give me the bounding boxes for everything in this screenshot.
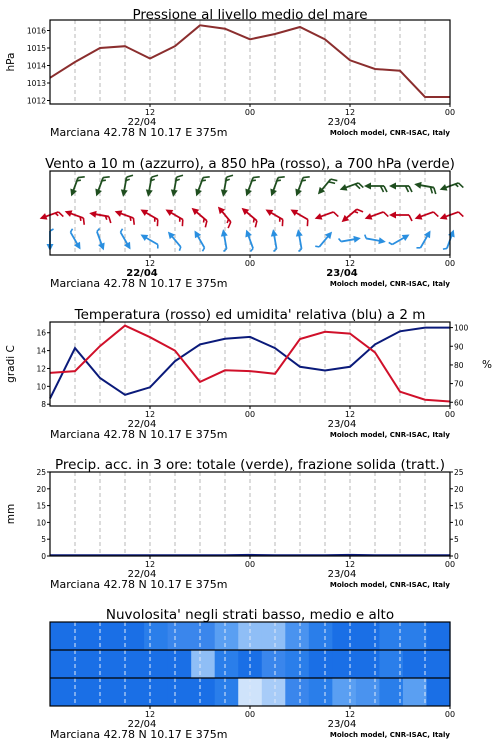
- cloud-cell: [191, 650, 215, 678]
- y-right-tick-label: 70: [454, 379, 464, 389]
- wind-barb-feather: [339, 238, 342, 242]
- cloud-cell: [121, 678, 145, 706]
- x-date-label: 22/04: [127, 419, 157, 430]
- panel-title: Temperatura (rosso) ed umidita' relativa (blu) a 2 m: [74, 307, 426, 323]
- cloud-cell: [74, 650, 98, 678]
- wind-barb-head: [289, 206, 299, 216]
- x-tick-label: 00: [444, 108, 456, 117]
- wind-barb-head: [93, 189, 102, 198]
- model-credit: Moloch model, CNR-ISAC, Italy: [329, 431, 450, 439]
- x-date-label: 23/04: [327, 419, 357, 430]
- location-label: Marciana 42.78 N 10.17 E 375m: [50, 728, 228, 741]
- wind-barb-head: [243, 228, 252, 237]
- y-tick-label: 10: [36, 382, 46, 392]
- y-right-tick-label: 90: [454, 342, 464, 352]
- wind-barb: [68, 174, 85, 199]
- y-right-tick-label: 60: [454, 398, 464, 408]
- wind-barb-feather: [203, 175, 210, 180]
- y-right-tick-label: 25: [454, 468, 464, 477]
- cloud-cell: [332, 678, 356, 706]
- cloud-cell: [168, 622, 192, 650]
- cloud-cell: [215, 650, 239, 678]
- cloud-cell: [121, 622, 145, 650]
- x-tick-label: 00: [244, 259, 256, 268]
- wind-barb: [38, 208, 63, 225]
- wind-barb: [116, 229, 133, 252]
- wind-barb-feather: [78, 175, 85, 180]
- wind-barb-head: [378, 237, 386, 245]
- wind-barb-head: [193, 189, 202, 198]
- wind-barb-feather: [333, 211, 338, 218]
- wind-barb-feather: [305, 220, 311, 227]
- cloud-cell: [403, 622, 427, 650]
- wind-barb-feather: [433, 188, 437, 194]
- x-date-label: 23/04: [326, 268, 358, 279]
- wind-barb-feather: [433, 211, 438, 218]
- y-right-tick-label: 0: [454, 552, 459, 561]
- wind-barb: [120, 174, 133, 198]
- wind-barb-head: [38, 213, 47, 222]
- wind-barb-head: [268, 189, 277, 198]
- wind-barb: [93, 174, 110, 199]
- wind-barb-head: [243, 189, 252, 198]
- model-credit: Moloch model, CNR-ISAC, Italy: [329, 280, 450, 288]
- x-tick-label: 12: [144, 108, 156, 117]
- wind-barb: [193, 174, 210, 199]
- wind-barb: [191, 229, 208, 252]
- cloud-cell: [97, 622, 121, 650]
- wind-barb-feather: [303, 175, 310, 180]
- wind-barb-feather: [227, 174, 233, 178]
- wind-barb-feather: [416, 246, 420, 249]
- cloud-cell: [356, 678, 380, 706]
- wind-barb: [293, 174, 310, 199]
- cloud-cell: [356, 650, 380, 678]
- y-tick-label: 1015: [26, 44, 46, 53]
- cloud-cell: [168, 678, 192, 706]
- wind-barb-feather: [156, 245, 159, 249]
- y-tick-label: 1016: [26, 26, 46, 36]
- wind-barb-feather: [409, 215, 412, 221]
- location-label: Marciana 42.78 N 10.17 E 375m: [50, 126, 228, 139]
- wind-barb-feather: [458, 182, 463, 189]
- wind-barb-head: [402, 231, 412, 241]
- x-tick-label: 12: [344, 410, 356, 419]
- wind-barb-feather: [180, 220, 186, 227]
- wind-barb-head: [164, 206, 174, 216]
- wind-barb: [315, 229, 335, 250]
- location-label: Marciana 42.78 N 10.17 E 375m: [50, 277, 228, 290]
- cloud-cell: [50, 622, 74, 650]
- cloud-cell: [215, 678, 239, 706]
- cloud-cell: [262, 650, 286, 678]
- cloud-cell: [144, 622, 168, 650]
- wind-barb-feather: [389, 241, 392, 245]
- wind-barb-feather: [253, 175, 260, 180]
- wind-barb: [315, 175, 337, 199]
- wind-barb: [339, 205, 363, 227]
- wind-barb-feather: [120, 229, 124, 232]
- x-tick-label: 12: [144, 710, 156, 719]
- wind-barb-head: [364, 183, 371, 190]
- x-tick-label: 12: [144, 259, 156, 268]
- y-tick-label: 10: [36, 518, 46, 528]
- wind-barb-feather: [315, 245, 319, 249]
- location-label: Marciana 42.78 N 10.17 E 375m: [50, 428, 228, 441]
- wind-barb-head: [295, 229, 303, 237]
- y-axis-label: hPa: [5, 52, 17, 72]
- cloud-cell: [426, 650, 450, 678]
- wind-barb-head: [413, 213, 422, 222]
- y-right-tick-label: 100: [454, 323, 469, 333]
- wind-barb-head: [338, 184, 347, 193]
- y-right-tick-label: 10: [454, 518, 464, 528]
- cloud-cell: [262, 678, 286, 706]
- x-tick-label: 12: [344, 259, 356, 268]
- cloud-cell: [426, 622, 450, 650]
- cloud-cell: [262, 622, 286, 650]
- cloud-cell: [309, 622, 333, 650]
- cloud-cell: [403, 650, 427, 678]
- wind-barb: [66, 229, 83, 252]
- wind-barb-head: [293, 189, 302, 198]
- x-date-label: 22/04: [127, 569, 157, 580]
- x-tick-label: 00: [444, 410, 456, 419]
- wind-barb-feather: [131, 218, 136, 225]
- wind-barb-feather: [278, 175, 285, 180]
- wind-barb-feather: [103, 175, 110, 180]
- wind-barb: [313, 208, 338, 225]
- x-date-label: 22/04: [127, 117, 157, 128]
- x-tick-label: 12: [344, 108, 356, 117]
- y-tick-label: 8: [41, 400, 46, 410]
- wind-barb-head: [220, 229, 228, 237]
- cloud-cell: [191, 622, 215, 650]
- x-tick-label: 00: [244, 560, 256, 569]
- wind-barb-feather: [364, 235, 367, 239]
- cloud-cell: [332, 622, 356, 650]
- wind-barb: [413, 208, 438, 225]
- model-credit: Moloch model, CNR-ISAC, Italy: [329, 731, 450, 739]
- y-tick-label: 25: [36, 468, 46, 477]
- wind-barb-head: [353, 235, 361, 243]
- wind-barb-head: [113, 208, 122, 217]
- wind-barb: [338, 179, 363, 196]
- cloud-cell: [144, 650, 168, 678]
- cloud-cell: [121, 650, 145, 678]
- cloud-cell: [74, 622, 98, 650]
- y-tick-label: 0: [41, 552, 46, 561]
- wind-barb-feather: [152, 174, 158, 178]
- x-tick-label: 12: [144, 410, 156, 419]
- cloud-cell: [50, 650, 74, 678]
- x-tick-label: 00: [444, 259, 456, 268]
- wind-barb-feather: [127, 174, 133, 178]
- model-credit: Moloch model, CNR-ISAC, Italy: [329, 129, 450, 137]
- wind-barb: [438, 208, 463, 225]
- wind-barb-feather: [273, 249, 277, 252]
- cloud-cell: [97, 678, 121, 706]
- y-axis-label: gradi C: [5, 345, 17, 383]
- y-right-tick-label: 5: [454, 535, 459, 545]
- x-tick-label: 00: [244, 410, 256, 419]
- wind-barb-feather: [383, 211, 388, 218]
- panel-title: Precip. acc. in 3 ore: totale (verde), frazione solida (tratt.): [55, 457, 445, 473]
- wind-barb-feather: [384, 186, 387, 192]
- wind-barb-feather: [108, 217, 112, 223]
- x-tick-label: 12: [144, 560, 156, 569]
- cloud-cell: [97, 650, 121, 678]
- wind-barb-head: [63, 208, 72, 217]
- wind-barb-head: [220, 189, 228, 197]
- wind-barb-feather: [70, 229, 74, 232]
- wind-barb: [268, 174, 285, 199]
- wind-barb-feather: [298, 249, 302, 252]
- wind-barb-head: [145, 189, 153, 197]
- wind-barb-head: [139, 206, 149, 216]
- wind-barb: [220, 174, 233, 198]
- wind-barb-feather: [177, 174, 183, 178]
- wind-barb-head: [363, 213, 372, 222]
- cloud-cell: [144, 678, 168, 706]
- y-tick-label: 14: [36, 346, 46, 356]
- wind-barb-head: [438, 213, 447, 222]
- model-credit: Moloch model, CNR-ISAC, Italy: [329, 581, 450, 589]
- panel-title: Pressione al livello medio del mare: [132, 7, 368, 23]
- cloud-cell: [168, 650, 192, 678]
- wind-barb-head: [120, 189, 128, 197]
- wind-barb-feather: [155, 220, 161, 227]
- x-date-label: 23/04: [327, 569, 357, 580]
- y-right-tick-label: 15: [454, 501, 464, 511]
- y-right-tick-label: 20: [454, 484, 464, 494]
- cloud-cell: [403, 678, 427, 706]
- y-right-axis-label: %: [482, 359, 492, 371]
- wind-barb-feather: [178, 247, 182, 251]
- wind-barb: [416, 229, 433, 252]
- x-date-label: 22/04: [127, 719, 157, 730]
- wind-barb-feather: [409, 186, 412, 192]
- wind-barb: [165, 229, 185, 250]
- wind-barb-head: [389, 212, 396, 219]
- y-tick-label: 1014: [26, 61, 46, 71]
- cloud-cell: [285, 650, 309, 678]
- wind-barb-head: [313, 213, 322, 222]
- y-tick-label: 12: [36, 364, 46, 374]
- wind-barb-head: [270, 229, 278, 237]
- x-tick-label: 00: [244, 710, 256, 719]
- wind-barb: [170, 174, 183, 198]
- panel-title: Nuvolosita' negli strati basso, medio e alto: [105, 607, 395, 623]
- y-axis-label: mm: [5, 503, 17, 525]
- wind-barb-head: [389, 183, 396, 190]
- wind-barb-head: [98, 243, 107, 252]
- x-tick-label: 00: [444, 710, 456, 719]
- wind-barb-feather: [223, 249, 227, 252]
- cloud-cell: [426, 678, 450, 706]
- wind-barb-head: [139, 231, 149, 241]
- x-date-label: 23/04: [327, 719, 357, 730]
- x-date-label: 22/04: [126, 268, 158, 279]
- y-right-tick-label: 80: [454, 360, 464, 370]
- wind-barb: [145, 174, 158, 198]
- y-tick-label: 5: [41, 535, 46, 545]
- y-tick-label: 1012: [26, 96, 46, 106]
- cloud-cell: [74, 678, 98, 706]
- cloud-cell: [356, 622, 380, 650]
- wind-barb-head: [438, 184, 447, 193]
- cloud-cell: [309, 650, 333, 678]
- wind-barb-head: [414, 181, 422, 189]
- wind-barb: [213, 204, 235, 228]
- cloud-cell: [309, 678, 333, 706]
- cloud-cell: [332, 650, 356, 678]
- wind-barb-head: [68, 189, 77, 198]
- wind-barb-feather: [201, 248, 205, 251]
- wind-barb-head: [170, 189, 178, 197]
- x-tick-label: 00: [444, 560, 456, 569]
- cloud-cell: [191, 678, 215, 706]
- wind-barb-feather: [58, 211, 63, 218]
- x-tick-label: 00: [244, 108, 256, 117]
- x-date-label: 23/04: [327, 117, 357, 128]
- wind-barb-feather: [81, 218, 86, 225]
- wind-barb: [243, 174, 260, 199]
- cloud-cell: [50, 678, 74, 706]
- panel-title: Vento a 10 m (azzurro), a 850 hPa (rosso), a 700 hPa (verde): [45, 156, 455, 172]
- y-tick-label: 15: [36, 501, 46, 511]
- wind-barb: [363, 208, 388, 225]
- y-tick-label: 1013: [26, 79, 46, 88]
- wind-barb-head: [89, 210, 97, 218]
- wind-barb: [438, 179, 463, 196]
- y-tick-label: 20: [36, 484, 46, 494]
- location-label: Marciana 42.78 N 10.17 E 375m: [50, 578, 228, 591]
- cloud-cell: [285, 622, 309, 650]
- cloud-cell: [285, 678, 309, 706]
- x-tick-label: 12: [344, 560, 356, 569]
- x-tick-label: 12: [344, 710, 356, 719]
- wind-barb-head: [264, 206, 274, 216]
- wind-barb-feather: [280, 220, 286, 227]
- y-tick-label: 16: [36, 328, 46, 338]
- wind-barb-feather: [458, 211, 463, 218]
- cloud-cell: [215, 622, 239, 650]
